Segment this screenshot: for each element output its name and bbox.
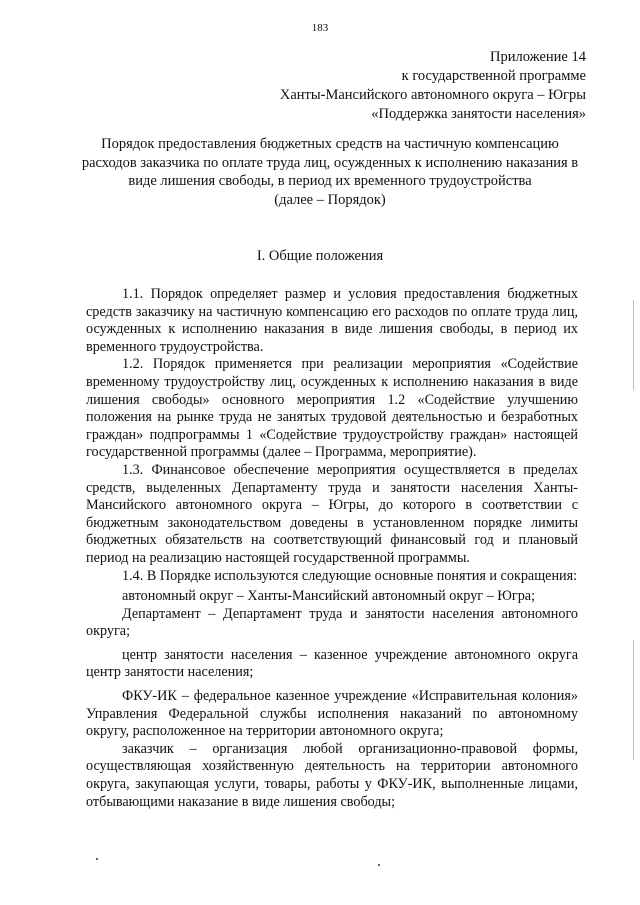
scan-speck [378,864,380,866]
scan-edge-mark [633,640,634,760]
definition-customer: заказчик – организация любой организационно-правовой формы, осуществляющая хозяйственную деятельность на территории автономного округа, закупающая услуги, товары, работы у ФКУ-ИК, выполненные лицами, отбывающими наказание в виде лишения свободы; [86,740,578,810]
appendix-line-3: Ханты-Мансийского автономного округа – Югры [279,87,586,103]
paragraph-1-4: 1.4. В Порядке используются следующие основные понятия и сокращения: [122,567,578,584]
definition-fku-ik: ФКУ-ИК – федеральное казенное учреждение «Исправительная колония» Управления Федеральной службы исполнения наказаний по автономному округу, расположенное на территории автономного округа; [86,688,578,740]
paragraph-1-3: 1.3. Финансовое обеспечение мероприятия осуществляется в пределах средств, выделенных Департаменту труда и занятости населения Ханты-Мансийского автономного округа – Югры, до которого в соответствии с бюджетным законодательством доведены в установленном порядке лимиты бюджетных обязательств на соответствующий финансовый год и плановый период на реализацию настоящей государственной программы. [86,461,578,566]
document-title [80,135,580,209]
appendix-block [280,48,586,124]
scan-edge-mark [633,300,634,390]
appendix-line-1: Приложение 14 [490,49,586,65]
title-text: Порядок предоставления бюджетных средств на частичную компенсацию расходов заказчика по оплате труда лиц, осужденных к исполнению наказания в виде лишения свободы, в период их временного трудоустройства [81,136,579,189]
title-note: (далее – Порядок) [274,191,386,208]
page-number: 183 [311,22,329,34]
definition-employment-center: центр занятости населения – казенное учреждение автономного округа центр занятости населения; [86,646,578,681]
section-heading: I. Общие положения [256,248,384,264]
definition-okrug: автономный округ – Ханты-Мансийский автономный округ – Югра; [122,588,536,605]
paragraph-1-2: 1.2. Порядок применяется при реализации мероприятия «Содействие временному трудоустройству лиц, осужденных к исполнению наказания в виде лишения свободы» основного мероприятия 1.2 «Содействие улучшению положения на рынке труда не занятых трудовой деятельностью и безработных граждан» подпрограммы 1 «Содействие трудоустройству граждан» настоящей государственной программы (далее – Программа, мероприятие). [86,356,578,461]
appendix-line-2: к государственной программе [401,68,586,84]
scan-speck [96,858,98,860]
paragraph-1-1: 1.1. Порядок определяет размер и условия предоставления бюджетных средств заказчику на частичную компенсацию его расходов по оплате труда лиц, осужденных к исполнению наказания в виде лишения свободы, в период их временного трудоустройства. [86,286,578,355]
definition-department: Департамент – Департамент труда и занятости населения автономного округа; [86,605,578,640]
document-body [86,286,578,811]
appendix-line-4: «Поддержка занятости населения» [371,106,586,122]
